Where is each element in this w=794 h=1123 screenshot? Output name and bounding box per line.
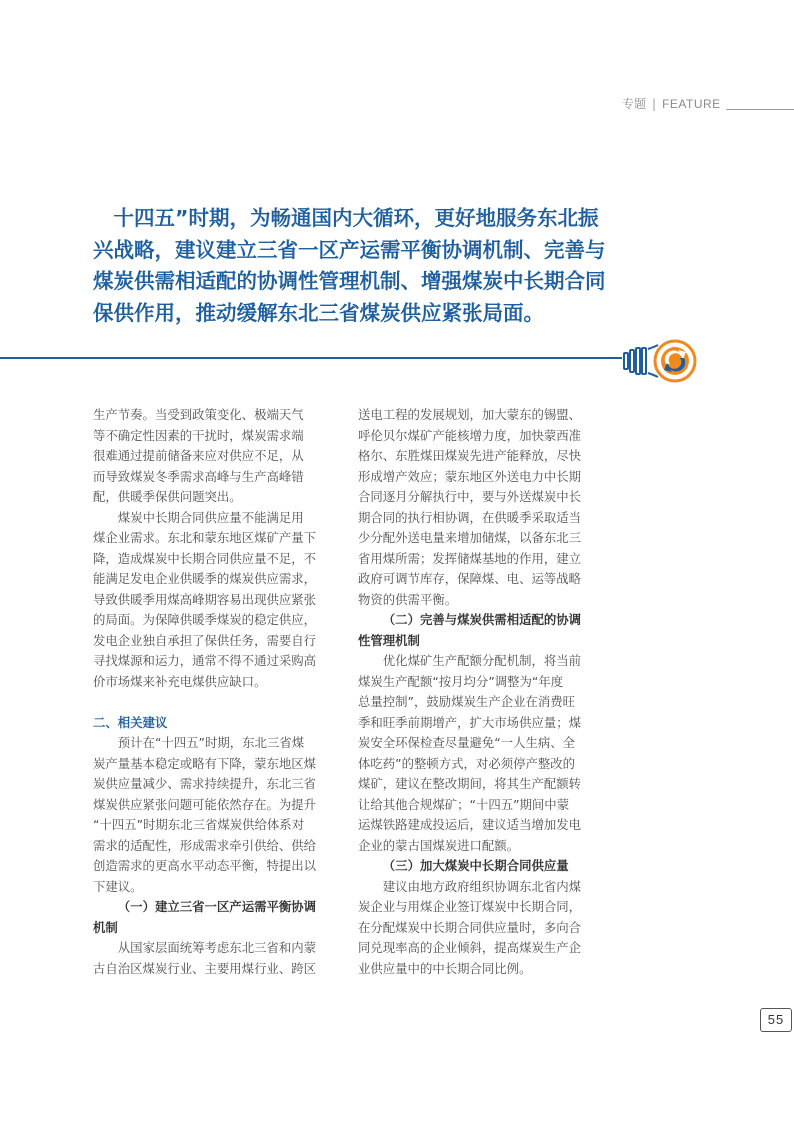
body-line: 下建议。 <box>93 878 143 894</box>
body-line: 同兑现率高的企业倾斜，提高煤炭生产企 <box>358 940 582 955</box>
body-line: 期合同的执行相协调，在供暖季采取适当 <box>358 509 582 525</box>
body-line: 能满足发电企业供暖季的煤炭供应需求， <box>93 571 317 586</box>
body-line: 配，供暖季保供问题突出。 <box>93 489 242 504</box>
body-line: 物资的供需平衡。 <box>358 591 458 607</box>
body-line: 降，造成煤炭中长期合同供应量不足，不 <box>93 550 317 566</box>
body-line: 呼伦贝尔煤矿产能核增力度，加快蒙西准 <box>358 427 582 443</box>
lead-line: 十四五”时期，为畅通国内大循环，更好地服务东北振 <box>113 206 599 230</box>
lightbulb-icon <box>620 337 700 385</box>
body-line: 少分配外送电量来增加储煤，以备东北三 <box>358 530 582 545</box>
body-line: 格尔、东胜煤田煤炭先进产能释放，尽快 <box>358 448 582 463</box>
body-line: 价市场煤来补充电煤供应缺口。 <box>93 673 267 689</box>
subsection-heading: 性管理机制 <box>358 632 420 648</box>
section-heading: 二、相关建议 <box>93 714 168 730</box>
body-line: 炭供应量减少、需求持续提升，东北三省 <box>93 776 317 791</box>
body-line: 炭产量基本稳定或略有下降，蒙东地区煤 <box>93 755 317 771</box>
body-line: 导致供暖季用煤高峰期容易出现供应紧张 <box>93 591 317 607</box>
feature-label: FEATURE <box>662 97 721 111</box>
header-rule <box>726 109 794 110</box>
lead-line: 兴战略，建议建立三省一区产运需平衡协调机制、完善与 <box>93 237 606 262</box>
body-line: 省用煤所需；发挥储煤基地的作用，建立 <box>358 550 582 566</box>
section-label: 专题 <box>622 97 647 111</box>
body-line: 生产节奏。当受到政策变化、极端天气 <box>93 407 304 422</box>
body-line: 业供应量中的中长期合同比例。 <box>358 960 532 976</box>
right-column <box>358 405 588 979</box>
body-line: 煤炭生产配额“按月均分”调整为“年度 <box>358 673 564 689</box>
body-line: 合同逐月分解执行中，要与外送煤炭中长 <box>358 489 582 504</box>
body-line: 寻找煤源和运力，通常不得不通过采购高 <box>93 653 317 668</box>
body-line: 季和旺季前期增产，扩大市场供应量；煤 <box>358 714 582 730</box>
body-line: 运煤铁路建成投运后，建议适当增加发电 <box>358 817 582 832</box>
section-divider <box>0 357 622 359</box>
body-line: 炭企业与用煤企业签订煤炭中长期合同， <box>358 899 582 914</box>
body-line: 炭安全环保检查尽量避免“一人生病、全 <box>358 735 576 750</box>
body-line: 的局面。为保障供暖季煤炭的稳定供应， <box>93 612 317 627</box>
body-line: 形成增产效应；蒙东地区外送电力中长期 <box>358 468 582 484</box>
body-line: 发电企业独自承担了保供任务，需要自行 <box>93 632 317 648</box>
body-line: 从国家层面统筹考虑东北三省和内蒙 <box>117 940 317 955</box>
body-line: 创造需求的更高水平动态平衡，特提出以 <box>93 858 317 873</box>
paragraph-gap <box>93 692 323 713</box>
body-line: 在分配煤炭中长期合同供应量时，多向合 <box>358 919 582 935</box>
body-line: “十四五”时期东北三省煤炭供给体系对 <box>93 817 305 832</box>
body-line: 让给其他合规煤矿；“十四五”期间中蒙 <box>358 796 570 812</box>
body-line: 企业的蒙古国煤炭进口配额。 <box>358 837 520 853</box>
body-line: 政府可调节库存，保障煤、电、运等战略 <box>358 571 582 586</box>
body-line: 而导致煤炭冬季需求高峰与生产高峰错 <box>93 468 304 484</box>
body-line: 古自治区煤炭行业、主要用煤行业、跨区 <box>93 960 317 976</box>
lead-paragraph <box>93 203 606 329</box>
subsection-heading: 机制 <box>93 919 118 935</box>
subsection-heading: （二）完善与煤炭供需相适配的协调 <box>382 612 582 627</box>
header-separator: | <box>652 97 657 111</box>
body-line: 煤炭供应紧张问题可能依然存在。为提升 <box>93 796 317 812</box>
subsection-heading: （三）加大煤炭中长期合同供应量 <box>382 858 569 873</box>
body-line: 总量控制”，鼓励煤炭生产企业在消费旺 <box>358 694 576 709</box>
page-number: 55 <box>760 1008 792 1032</box>
body-line: 很难通过提前储备来应对供应不足，从 <box>93 448 304 463</box>
lead-line: 保供作用，推动缓解东北三省煤炭供应紧张局面。 <box>93 300 544 325</box>
body-line: 体吃药”的整顿方式，对必须停产整改的 <box>358 755 576 771</box>
body-line: 煤企业需求。东北和蒙东地区煤矿产量下 <box>93 530 317 545</box>
body-line: 煤矿，建议在整改期间，将其生产配额转 <box>358 776 582 791</box>
body-line: 等不确定性因素的干扰时，煤炭需求端 <box>93 427 304 443</box>
section-header <box>622 95 794 115</box>
subsection-heading: （一）建立三省一区产运需平衡协调 <box>117 899 317 914</box>
body-line: 预计在“十四五”时期，东北三省煤 <box>117 735 305 750</box>
body-line: 送电工程的发展规划，加大蒙东的锡盟、 <box>358 407 582 422</box>
body-line: 建议由地方政府组织协调东北省内煤 <box>382 878 582 894</box>
body-line: 煤炭中长期合同供应量不能满足用 <box>117 509 304 525</box>
left-column <box>93 405 323 979</box>
body-line: 需求的适配性，形成需求牵引供给、供给 <box>93 837 317 853</box>
lead-line: 煤炭供需相适配的协调性管理机制、增强煤炭中长期合同 <box>93 269 606 293</box>
body-line: 优化煤矿生产配额分配机制，将当前 <box>382 653 582 668</box>
